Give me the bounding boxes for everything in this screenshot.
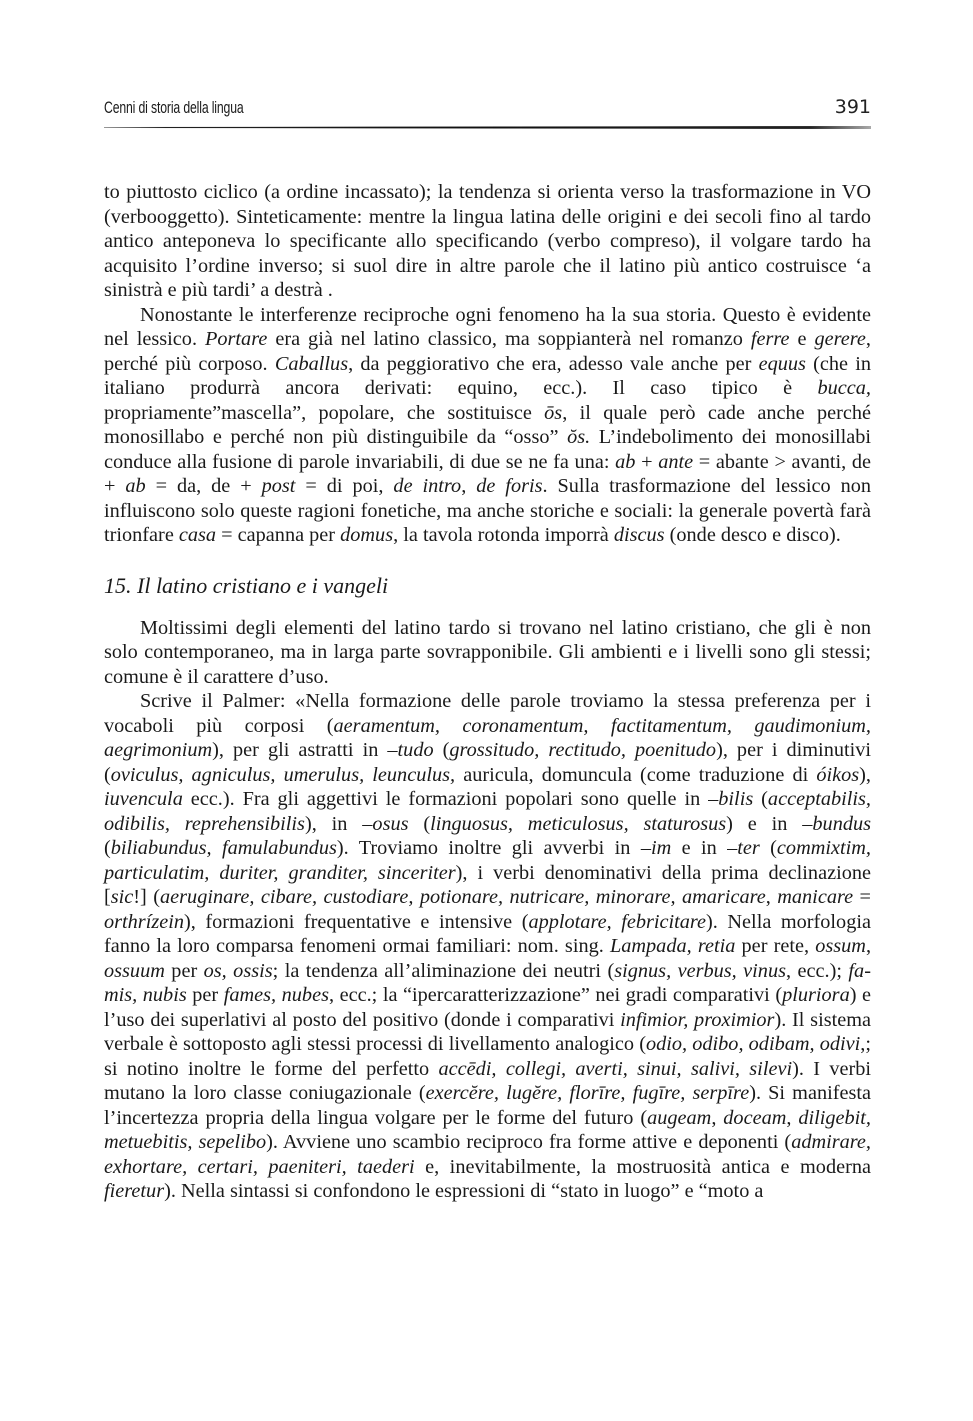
running-title: Cenni di storia della lingua bbox=[104, 98, 244, 117]
text-run: ) e in bbox=[726, 812, 803, 835]
italic-text: sic bbox=[110, 886, 134, 908]
running-header bbox=[104, 96, 871, 126]
text-run: + bbox=[635, 450, 659, 473]
italic-text: orthrízein bbox=[104, 910, 185, 933]
italic-text: famis, nubis bbox=[104, 959, 871, 1006]
text-run: ). Si manifesta l’incertezza propria della lingua volgare per le forme del futuro ( bbox=[104, 1082, 872, 1129]
text-run: ). Nella morfologia fanno la loro comparsa fenomeni ormai familiari: nom. sing. bbox=[104, 910, 871, 957]
text-run: ), bbox=[859, 763, 871, 786]
paragraph bbox=[104, 689, 871, 1204]
italic-text: biliabundus, famulabundus bbox=[110, 837, 337, 859]
text-run: to piuttosto ciclico (a ordine incassato); la tendenza si orienta verso la trasformazione in VO (verbooggetto). Sinteticamente: mentre la lingua latina delle origini e dei secoli fino al tardo antico anteponeva lo specificante allo specificando (verbo compreso), il volgare tardo ha acquisito l’ordine inverso; si suol dire in altre parole che il latino più antico costruisce ‘a sinistrà e più tardi’ a destrà . bbox=[104, 181, 871, 301]
text-run: ; la tendenza all’aliminazione dei neutri ( bbox=[272, 959, 615, 982]
paragraph bbox=[104, 180, 871, 303]
text-run: e in bbox=[671, 837, 728, 859]
italic-text: ab bbox=[125, 475, 146, 497]
section-heading: 15. Il latino cristiano e i vangeli bbox=[104, 572, 389, 598]
text-run: Nonostante le interferenze reciproche ogni fenomeno ha la sua storia. Questo è evidente nel lessico. bbox=[104, 303, 871, 350]
text-run: , bbox=[786, 1106, 799, 1129]
italic-text: ossuum bbox=[104, 959, 165, 982]
header-rule bbox=[104, 126, 871, 129]
italic-text: doceam bbox=[723, 1106, 787, 1129]
italic-text: de foris bbox=[476, 475, 543, 497]
italic-text: acceptabilis, odibilis, reprehensibilis bbox=[104, 788, 871, 835]
text-run: , bbox=[711, 1106, 724, 1129]
italic-text: exercĕre, lugĕre, florīre, fugīre, serpīre bbox=[425, 1082, 750, 1104]
text-run: = di poi, bbox=[295, 475, 394, 497]
text-run: , la tavola rotonda imporrà bbox=[393, 524, 614, 546]
paragraph bbox=[104, 616, 871, 690]
italic-text: Portare bbox=[205, 328, 268, 350]
text-run: = da, de + bbox=[145, 475, 262, 497]
text-run: (che in italiano produrrà ancora derivati: equino, ecc.). Il caso tipico è bbox=[104, 352, 871, 399]
text-run: = abante > avanti, de + bbox=[104, 450, 871, 497]
text-run: Moltissimi degli elementi del latino tardo si trovano nel latino cristiano, che gli è non solo contemporaneo, ma in larga parte sovrapponibile. Gli ambienti e i livelli sono gli stessi; comune è il carattere d’uso. bbox=[104, 616, 871, 688]
text-run: e, inevitabilmente, la mostruosità antica e moderna bbox=[414, 1155, 871, 1178]
italic-text: manicare bbox=[777, 886, 854, 908]
italic-text: –tudo bbox=[387, 739, 434, 761]
italic-text: ŏs. bbox=[567, 426, 591, 448]
paragraph bbox=[104, 303, 871, 548]
text-run: ( bbox=[104, 837, 111, 859]
text-run: L’indebolimento dei monosillabi conduce alla fusione di parole invariabili, di due se ne fa una: bbox=[104, 426, 871, 473]
italic-text: iuvencula bbox=[104, 788, 183, 810]
text-run: , bbox=[865, 935, 872, 957]
text-run: , ecc.; la “ipercaratterizzazione” nei gradi comparativi ( bbox=[328, 984, 783, 1006]
italic-text: linguosus, meticulosus, staturosus bbox=[430, 812, 727, 835]
italic-text: ante bbox=[658, 450, 694, 473]
italic-text: gerere bbox=[814, 328, 866, 350]
text-run: ). Troviamo inoltre gli avverbi in bbox=[336, 837, 641, 859]
text-run: ). Nella sintassi si confondono le espressioni di “stato in luogo” e “moto a bbox=[164, 1180, 764, 1202]
page-number: 391 bbox=[834, 96, 871, 118]
text-run: ), per i diminutivi ( bbox=[104, 739, 872, 786]
text-run: e bbox=[789, 328, 815, 350]
text-run: ), i verbi denominativi della prima declinazione [ bbox=[104, 861, 871, 908]
italic-text: aeruginare, cibare, custodiare, potionare, nutricare, minorare, amaricare bbox=[160, 886, 766, 908]
text-run: ecc.). Fra gli aggettivi le formazioni popolari sono quelle in bbox=[182, 788, 709, 810]
italic-text: diligebit, metuebitis, sepelibo bbox=[104, 1106, 871, 1153]
text-run: , il quale però cade anche perché monosillabo e perché non più distinguibile da “osso” bbox=[104, 401, 871, 448]
text-run: = bbox=[853, 886, 871, 908]
italic-text: commixtim, particulatim, duriter, granditer, sinceriter bbox=[104, 837, 871, 884]
italic-text: domus bbox=[340, 524, 394, 546]
text-run: ), per gli astratti in bbox=[212, 739, 388, 761]
text-run: ( bbox=[408, 812, 431, 835]
italic-text: fames, nubes bbox=[223, 984, 329, 1006]
text-run: auricula, domuncula (come traduzione di bbox=[455, 763, 817, 786]
text-run: per bbox=[164, 959, 204, 982]
italic-text: oviculus, agniculus, umerulus, leunculus, bbox=[110, 763, 456, 786]
text-run: ), in bbox=[304, 812, 363, 835]
italic-text: applotare, febricitare bbox=[528, 910, 707, 933]
italic-text: odio, odibo, odibam, odivi bbox=[645, 1033, 861, 1055]
text-run: , ecc.); bbox=[785, 959, 849, 982]
text-run: ). I verbi mutano la loro classe coniugazionale ( bbox=[104, 1057, 871, 1104]
italic-text: –bilis bbox=[708, 788, 754, 810]
text-run: , bbox=[461, 475, 477, 497]
italic-text: bucca, bbox=[817, 377, 871, 399]
italic-text: accēdi, collegi, averti, sinui, salivi, silevi bbox=[438, 1057, 793, 1080]
italic-text: equus bbox=[758, 352, 806, 375]
text-run: ( bbox=[753, 788, 768, 810]
text-run: Scrive il Palmer: «Nella formazione delle parole troviamo la stessa preferenza per i vocaboli più corposi ( bbox=[104, 690, 871, 737]
italic-text: casa bbox=[178, 524, 217, 546]
italic-text: admirare, exhortare, certari, paeniteri, taederi bbox=[104, 1131, 871, 1178]
italic-text: –osus bbox=[362, 812, 409, 835]
section-paragraphs bbox=[104, 616, 871, 1204]
italic-text: –ter bbox=[727, 837, 760, 859]
italic-text: infimior, proximior bbox=[620, 1008, 775, 1031]
text-run: ), formazioni frequentative e intensive ( bbox=[184, 910, 529, 933]
text-run: !] ( bbox=[133, 886, 161, 908]
italic-text: ōs bbox=[544, 401, 563, 424]
italic-text: discus bbox=[613, 524, 665, 546]
italic-text: post bbox=[261, 475, 296, 497]
italic-text: os, ossis bbox=[203, 959, 273, 982]
text-run: , perché più corposo. bbox=[104, 328, 871, 375]
book-page bbox=[104, 96, 872, 1202]
italic-text: signus, verbus, vinus bbox=[614, 959, 786, 982]
text-run: , da peggiorativo che era, adesso vale anche per bbox=[348, 352, 759, 375]
italic-text: grossitudo, rectitudo, poenitudo bbox=[449, 739, 717, 761]
text-run: ) e l’uso dei superlativi al posto del positivo (donde i comparativi bbox=[104, 984, 872, 1031]
text-run: per rete, bbox=[735, 935, 816, 957]
italic-text: aeramentum, coronamentum, factitamentum, gaudimonium, aegrimonium bbox=[104, 714, 872, 761]
italic-text: –im bbox=[640, 837, 672, 859]
text-run: era già nel latino classico, ma soppianterà nel romanzo bbox=[267, 328, 751, 350]
italic-text: ab bbox=[615, 450, 636, 473]
italic-text: ossum bbox=[815, 935, 866, 957]
italic-text: pluriora bbox=[782, 984, 850, 1006]
italic-text: Caballus bbox=[274, 352, 349, 375]
italic-text: fieretur bbox=[104, 1180, 165, 1202]
text-run: ( bbox=[759, 837, 777, 859]
text-run: propriamente”mascella”, popolare, che sostituisce bbox=[104, 401, 545, 424]
text-run: per bbox=[186, 984, 224, 1006]
text-run: = capanna per bbox=[216, 524, 341, 546]
italic-text: augeam bbox=[647, 1106, 712, 1129]
text-run: . Sulla trasformazione del lessico non influiscono solo queste ragioni fonetiche, ma anche storiche e sociali: la generale povertà farà trionfare bbox=[104, 475, 872, 546]
text-run: (onde desco e disco). bbox=[664, 524, 841, 546]
text-run: ( bbox=[433, 739, 450, 761]
italic-text: óikos bbox=[816, 763, 860, 786]
text-run: ). Avviene uno scambio reciproco fra forme attive e deponenti ( bbox=[266, 1131, 792, 1153]
text-run: ,; si notino inoltre le forme del perfetto bbox=[104, 1033, 871, 1080]
text-run: , bbox=[765, 886, 778, 908]
text-run: ). Il sistema verbale è sottoposto agli stessi processi di livellamento analogico ( bbox=[104, 1008, 872, 1055]
italic-text: ferre bbox=[750, 328, 790, 350]
pre-section-paragraphs bbox=[104, 180, 871, 548]
italic-text: –bundus bbox=[802, 812, 872, 835]
italic-text: Lampada, retia bbox=[609, 935, 736, 957]
italic-text: de intro bbox=[393, 475, 462, 497]
body-text bbox=[104, 180, 871, 1204]
